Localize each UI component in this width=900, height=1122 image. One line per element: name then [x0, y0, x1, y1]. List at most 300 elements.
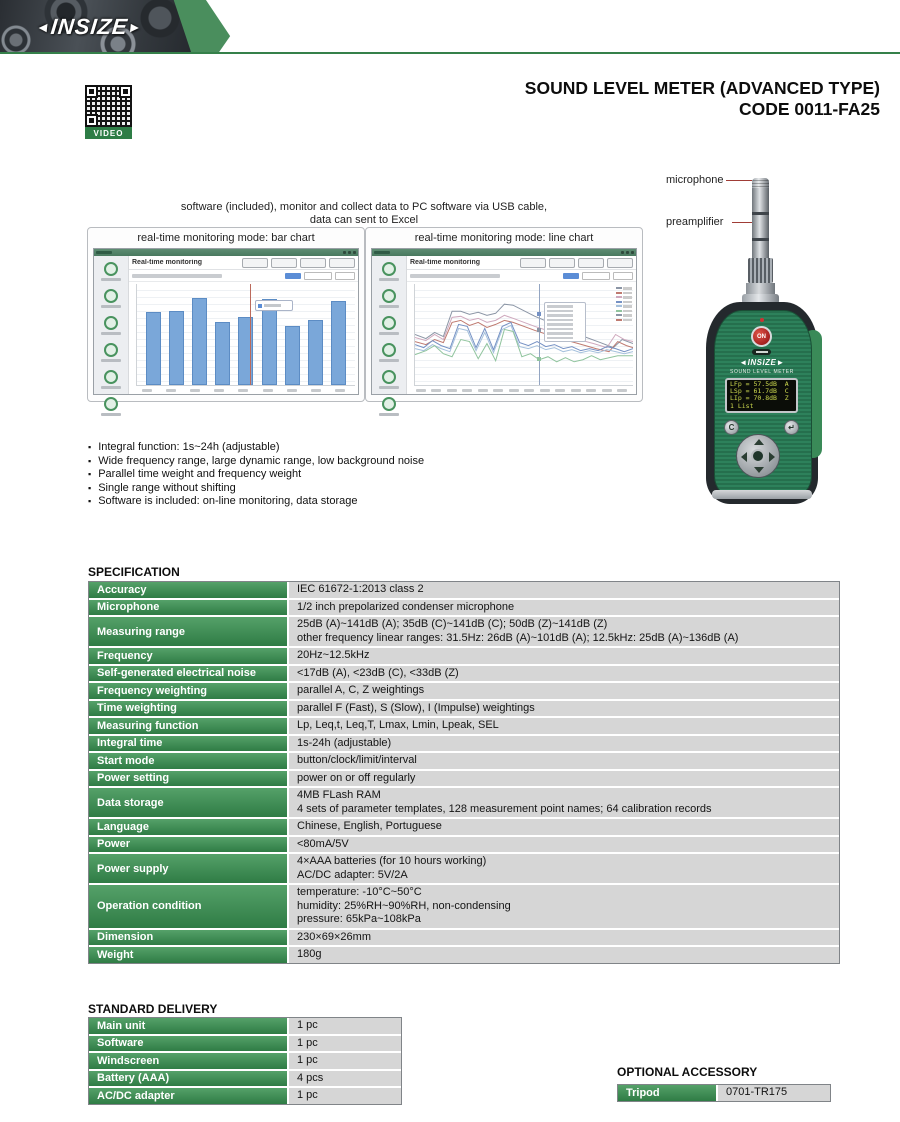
legend-text-bar: [623, 296, 632, 299]
bullet-icon: ▪: [88, 496, 92, 506]
sidebar-item: [378, 316, 400, 335]
tooltip-text-bar: [547, 310, 573, 313]
line-plot: [414, 284, 633, 386]
spec-value: [289, 788, 839, 819]
window-controls-icon: [343, 251, 356, 254]
power-led-icon: [760, 318, 764, 322]
table-row: [89, 683, 839, 701]
line-chart-caption: real-time monitoring mode: line chart: [414, 232, 594, 244]
table-row: [89, 718, 839, 736]
x-tick-label: [416, 389, 426, 392]
spec-value: [289, 753, 839, 771]
app-icon-label: [379, 332, 399, 335]
sidebar-item: [100, 289, 122, 308]
feature-item: [88, 455, 424, 469]
app-function-icon: [104, 370, 118, 384]
delivery-label: Windscreen: [89, 1053, 289, 1071]
x-tick-label: [602, 389, 612, 392]
bar: [285, 326, 300, 385]
legend-entry: [616, 319, 632, 322]
x-tick-label: [238, 389, 248, 392]
display-line: LSp = 61.7dB C: [730, 387, 789, 396]
table-row: [89, 666, 839, 684]
dpad-right-icon: [769, 452, 775, 462]
x-tick-label: [335, 389, 345, 392]
table-row: [89, 885, 839, 930]
page-title: [525, 78, 880, 120]
specification-table: [88, 581, 840, 964]
app-icon-label: [379, 305, 399, 308]
status-text-bar: [132, 274, 222, 278]
x-tick-label: [166, 389, 176, 392]
chart-tooltip: [544, 302, 586, 342]
feature-item: [88, 441, 424, 455]
tooltip-text-bar: [547, 323, 573, 326]
spec-value: [289, 854, 839, 885]
spec-value: [289, 683, 839, 701]
legend-entry: [616, 287, 632, 290]
toolbar-button: [300, 258, 326, 268]
table-row: [89, 771, 839, 789]
app-icon-label: [101, 305, 121, 308]
table-row: [89, 1018, 401, 1036]
qr-finder-icon: [119, 85, 132, 98]
x-tick-label: [447, 389, 457, 392]
chart-cursor-line: [539, 284, 540, 385]
table-row: [89, 736, 839, 754]
bar: [331, 301, 346, 385]
header-divider: [0, 52, 900, 54]
x-tick-label: [586, 389, 596, 392]
value-line: button/clock/limit/interval: [297, 754, 417, 766]
window-title-chip: [96, 251, 112, 254]
bar: [169, 311, 184, 385]
legend-entry: [616, 305, 632, 308]
display-line: LIp = 70.8dB Z: [730, 394, 789, 403]
x-tick-label: [214, 389, 224, 392]
app-icon-label: [101, 386, 121, 389]
monitor-app-window: [93, 248, 359, 395]
legend-text-bar: [623, 310, 632, 313]
delivery-value: [289, 1071, 401, 1089]
value-line: 1 pc: [297, 1036, 318, 1049]
spec-label: Power setting: [89, 771, 289, 789]
dpad-control: [736, 434, 780, 478]
spec-label: Measuring range: [89, 617, 289, 648]
legend-entry: [616, 296, 632, 299]
bullet-icon: ▪: [88, 469, 92, 479]
table-row: [89, 1036, 401, 1054]
sidebar-item: [378, 397, 400, 416]
connector-ring: [748, 258, 773, 283]
table-row: [89, 701, 839, 719]
preamplifier-part: [752, 188, 769, 260]
mode-chip: [563, 273, 579, 279]
spec-value: [289, 582, 839, 600]
accessory-value: [718, 1085, 830, 1101]
app-toolbar: [129, 256, 358, 270]
spec-label: Language: [89, 819, 289, 837]
x-tick-label: [493, 389, 503, 392]
delivery-label: Battery (AAA): [89, 1071, 289, 1089]
sidebar-item: [378, 262, 400, 281]
logo-right-arrow-icon: ►: [126, 19, 144, 35]
value-line: power on or off regularly: [297, 771, 416, 784]
feature-item: [88, 495, 424, 509]
spec-value: [289, 736, 839, 754]
x-tick-label: [287, 389, 297, 392]
input-chip: [304, 272, 332, 280]
spec-label: Data storage: [89, 788, 289, 819]
input-chip: [613, 272, 633, 280]
value-line: IEC 61672-1:2013 class 2: [297, 583, 424, 595]
toolbar-button: [242, 258, 268, 268]
standard-delivery-heading: STANDARD DELIVERY: [88, 1002, 218, 1016]
legend-entry: [616, 310, 632, 313]
window-titlebar: [372, 249, 636, 256]
spec-label: Power supply: [89, 854, 289, 885]
spec-value: [289, 666, 839, 684]
delivery-value: [289, 1053, 401, 1071]
spec-value: [289, 701, 839, 719]
input-chip: [582, 272, 610, 280]
legend-color-icon: [616, 314, 622, 316]
standard-delivery-table: [88, 1017, 402, 1105]
value-line: <80mA/5V: [297, 837, 349, 850]
value-line: parallel A, C, Z weightings: [297, 684, 425, 696]
x-axis-labels: [407, 387, 636, 394]
tooltip-text-bar: [547, 332, 573, 335]
spec-label: Measuring function: [89, 718, 289, 736]
spec-label: Frequency: [89, 648, 289, 666]
value-line: 230×69×26mm: [297, 930, 371, 943]
table-row: [89, 648, 839, 666]
spec-value: [289, 718, 839, 736]
x-tick-label: [462, 389, 472, 392]
app-function-icon: [382, 397, 396, 411]
app-icon-label: [379, 359, 399, 362]
device-bottom-band: [712, 490, 812, 499]
value-line: 4 sets of parameter templates, 128 measurement point names; 64 calibration records: [297, 802, 712, 815]
sidebar-item: [100, 262, 122, 281]
software-caption: [85, 201, 643, 226]
app-icon-label: [379, 386, 399, 389]
app-filterbar: [407, 270, 636, 282]
table-row: [89, 854, 839, 885]
value-line: 4 pcs: [297, 1071, 324, 1084]
display-line: LFp = 57.5dB A: [730, 380, 789, 388]
legend-text-bar: [623, 314, 632, 317]
table-row: [89, 947, 839, 963]
device-display: [725, 378, 798, 413]
legend-text-bar: [623, 287, 632, 290]
preamplifier-label: preamplifier: [666, 216, 724, 228]
bar-chart-screenshot: [87, 227, 365, 402]
value-line: Chinese, English, Portuguese: [297, 820, 442, 832]
toolbar-button: [329, 258, 355, 268]
display-line: 1 List: [730, 401, 754, 410]
dpad-left-icon: [741, 452, 747, 462]
spec-label: Frequency weighting: [89, 683, 289, 701]
x-tick-label: [571, 389, 581, 392]
spec-label: Self-generated electrical noise: [89, 666, 289, 684]
bar-chart-caption: real-time monitoring mode: bar chart: [137, 232, 315, 244]
spec-label: Microphone: [89, 600, 289, 618]
microphone-leader-line: [726, 180, 752, 181]
value-line: AC/DC adapter: 5V/2A: [297, 868, 408, 881]
x-tick-label: [540, 389, 550, 392]
spec-label: Integral time: [89, 736, 289, 754]
optional-accessory-heading: OPTIONAL ACCESSORY: [617, 1065, 758, 1079]
line-series-svg: [415, 284, 633, 385]
line-chart-screenshot: [365, 227, 643, 402]
microphone-label: microphone: [666, 174, 724, 186]
window-controls-icon: [621, 251, 634, 254]
toolbar-button: [549, 258, 575, 268]
on-button: ON: [751, 326, 772, 347]
device-model-name: SOUND LEVEL METER: [730, 369, 794, 375]
app-function-icon: [104, 262, 118, 276]
value-line: <17dB (A), <23dB (C), <33dB (Z): [297, 666, 459, 679]
product-image: [648, 158, 900, 530]
cursor-marker-icon: [537, 312, 541, 316]
toolbar-button: [520, 258, 546, 268]
delivery-label: AC/DC adapter: [89, 1088, 289, 1104]
legend-color-icon: [616, 305, 622, 307]
bar: [192, 298, 207, 385]
table-row: [89, 1088, 401, 1104]
value-line: 4×AAA batteries (for 10 hours working): [297, 855, 487, 867]
app-function-icon: [104, 343, 118, 357]
table-row: [89, 617, 839, 648]
value-line: 1 pc: [297, 1089, 318, 1101]
delivery-value: [289, 1018, 401, 1036]
app-function-icon: [104, 316, 118, 330]
x-tick-label: [142, 389, 152, 392]
qr-finder-icon: [85, 114, 98, 127]
x-tick-label: [311, 389, 321, 392]
input-chip: [335, 272, 355, 280]
legend-text-bar: [623, 319, 632, 322]
spec-label: Power: [89, 837, 289, 855]
spec-label: Dimension: [89, 930, 289, 948]
table-row: [89, 1071, 401, 1089]
app-function-icon: [104, 289, 118, 303]
app-icon-label: [101, 359, 121, 362]
app-icon-label: [101, 332, 121, 335]
video-badge[interactable]: VIDEO: [85, 127, 132, 139]
spec-label: Time weighting: [89, 701, 289, 719]
spec-value: [289, 930, 839, 948]
toolbar-button: [271, 258, 297, 268]
toolbar-button: [607, 258, 633, 268]
insize-logo: [35, 14, 144, 40]
delivery-label: Main unit: [89, 1018, 289, 1036]
feature-list: [88, 441, 424, 509]
product-title: SOUND LEVEL METER (ADVANCED TYPE): [524, 78, 880, 98]
x-tick-label: [617, 389, 627, 392]
x-tick-label: [509, 389, 519, 392]
table-row: [89, 837, 839, 855]
x-tick-label: [524, 389, 534, 392]
app-icon-label: [101, 278, 121, 281]
spec-label: Start mode: [89, 753, 289, 771]
app-toolbar: [407, 256, 636, 270]
table-row: [89, 1053, 401, 1071]
value-line: 1s-24h (adjustable): [297, 736, 392, 749]
legend-entry: [616, 301, 632, 304]
value-line: parallel F (Fast), S (Slow), I (Impulse) weightings: [297, 701, 535, 714]
legend-color-icon: [616, 310, 622, 312]
sidebar-item: [100, 343, 122, 362]
app-function-icon: [382, 370, 396, 384]
tube-band: [752, 238, 769, 241]
qr-code: [85, 85, 132, 127]
bar: [308, 320, 323, 385]
app-function-icon: [104, 397, 118, 411]
bullet-icon: ▪: [88, 455, 92, 466]
spec-value: [289, 771, 839, 789]
bar: [215, 322, 230, 385]
legend-color-icon: [616, 319, 622, 321]
monitor-app-window: [371, 248, 637, 395]
caption-line: data can sent to Excel: [309, 213, 419, 226]
legend-text-bar: [623, 301, 632, 304]
value-line: Lp, Leq,t, Leq,T, Lmax, Lmin, Lpeak, SEL: [297, 719, 499, 731]
delivery-value: [289, 1036, 401, 1054]
spec-value: [289, 947, 839, 963]
legend-entry: [616, 292, 632, 295]
toolbar-button: [578, 258, 604, 268]
logo-text: INSIZE: [49, 14, 130, 39]
app-filterbar: [129, 270, 358, 282]
spec-value: [289, 837, 839, 855]
legend-color-icon: [616, 296, 622, 298]
app-icon-label: [379, 278, 399, 281]
bullet-icon: ▪: [88, 442, 92, 452]
feature-text: Parallel time weight and frequency weight: [98, 468, 302, 480]
caption-line: software (included), monitor and collect data to PC software via USB cable,: [180, 201, 548, 213]
product-code: CODE 0011-FA25: [738, 99, 880, 119]
app-function-icon: [382, 262, 396, 276]
delivery-value: [289, 1088, 401, 1104]
value-line: 25dB (A)~141dB (A); 35dB (C)~141dB (C); 50dB (Z)~141dB (Z): [297, 618, 608, 630]
x-tick-label: [555, 389, 565, 392]
value-line: 1 pc: [297, 1054, 318, 1066]
c-button: C: [724, 420, 739, 435]
logo-left-arrow-icon: ◄: [35, 19, 52, 35]
feature-text: Software is included: on-line monitoring, data storage: [98, 495, 358, 507]
feature-item: [88, 482, 424, 496]
window-title: Real-time monitoring: [132, 259, 203, 266]
table-row: [89, 600, 839, 618]
feature-text: Single range without shifting: [98, 481, 236, 494]
legend-text-bar: [623, 305, 632, 308]
spec-value: [289, 648, 839, 666]
spec-value: [289, 819, 839, 837]
app-function-icon: [382, 343, 396, 357]
sidebar-item: [378, 343, 400, 362]
chart-cursor-line: [250, 284, 251, 385]
table-row: [89, 788, 839, 819]
sidebar-item: [100, 316, 122, 335]
app-function-icon: [382, 316, 396, 330]
window-title-chip: [374, 251, 390, 254]
dpad-center: [751, 449, 765, 463]
spec-value: [289, 600, 839, 618]
accessory-label: Tripod: [618, 1085, 718, 1101]
tooltip-text-bar: [547, 337, 573, 340]
window-titlebar: [94, 249, 358, 256]
bullet-icon: ▪: [88, 482, 92, 493]
enter-button: ↵: [784, 420, 799, 435]
feature-text: Wide frequency range, large dynamic range, low background noise: [98, 454, 425, 467]
spec-label: Weight: [89, 947, 289, 963]
app-sidebar: [372, 256, 407, 394]
delivery-label: Software: [89, 1036, 289, 1054]
device-logo: ◄INSIZE►: [739, 358, 785, 367]
value-line: 0701-TR175: [726, 1086, 788, 1098]
spec-label: Accuracy: [89, 582, 289, 600]
table-row: [89, 753, 839, 771]
app-sidebar: [94, 256, 129, 394]
tooltip-text-bar: [547, 305, 573, 308]
tooltip-text-bar: [547, 328, 573, 331]
dpad-down-icon: [754, 467, 764, 473]
value-line: temperature: -10°C~50°C: [297, 886, 422, 898]
value-line: other frequency linear ranges: 31.5Hz: 26dB (A)~101dB (A); 12.5kHz: 25dB (A)~136dB (A): [297, 631, 739, 644]
bars: [137, 284, 355, 385]
cursor-marker-icon: [537, 357, 541, 361]
chart-legend: [616, 287, 632, 321]
cursor-marker-icon: [537, 328, 541, 332]
mode-chip: [285, 273, 301, 279]
feature-text: Integral function: 1s~24h (adjustable): [98, 441, 280, 453]
bar: [262, 299, 277, 385]
reset-label-pill: [752, 349, 771, 355]
dpad-up-icon: [754, 439, 764, 445]
table-row: [618, 1085, 830, 1101]
x-tick-label: [263, 389, 273, 392]
table-row: [89, 930, 839, 948]
tooltip-marker-icon: [258, 304, 262, 308]
x-tick-label: [478, 389, 488, 392]
x-axis-labels: [129, 387, 358, 394]
legend-color-icon: [616, 301, 622, 303]
tooltip-text-bar: [264, 304, 281, 307]
tooltip-text-bar: [547, 314, 573, 317]
value-line: 4MB FLash RAM: [297, 789, 381, 801]
value-line: 1/2 inch prepolarized condenser microphone: [297, 600, 515, 613]
value-line: pressure: 65kPa~108kPa: [297, 913, 421, 925]
chart-tooltip: [255, 300, 293, 311]
tube-band: [752, 212, 769, 215]
x-tick-label: [431, 389, 441, 392]
qr-finder-icon: [85, 85, 98, 98]
window-title: Real-time monitoring: [410, 259, 481, 266]
legend-entry: [616, 314, 632, 317]
app-function-icon: [382, 289, 396, 303]
optional-accessory-table: [617, 1084, 831, 1102]
x-tick-label: [190, 389, 200, 392]
preamplifier-leader-line: [732, 222, 752, 223]
value-line: 20Hz~12.5kHz: [297, 649, 370, 661]
sidebar-item: [100, 397, 122, 416]
spec-value: [289, 617, 839, 648]
sidebar-item: [378, 289, 400, 308]
tooltip-text-bar: [547, 319, 573, 322]
sidebar-item: [100, 370, 122, 389]
